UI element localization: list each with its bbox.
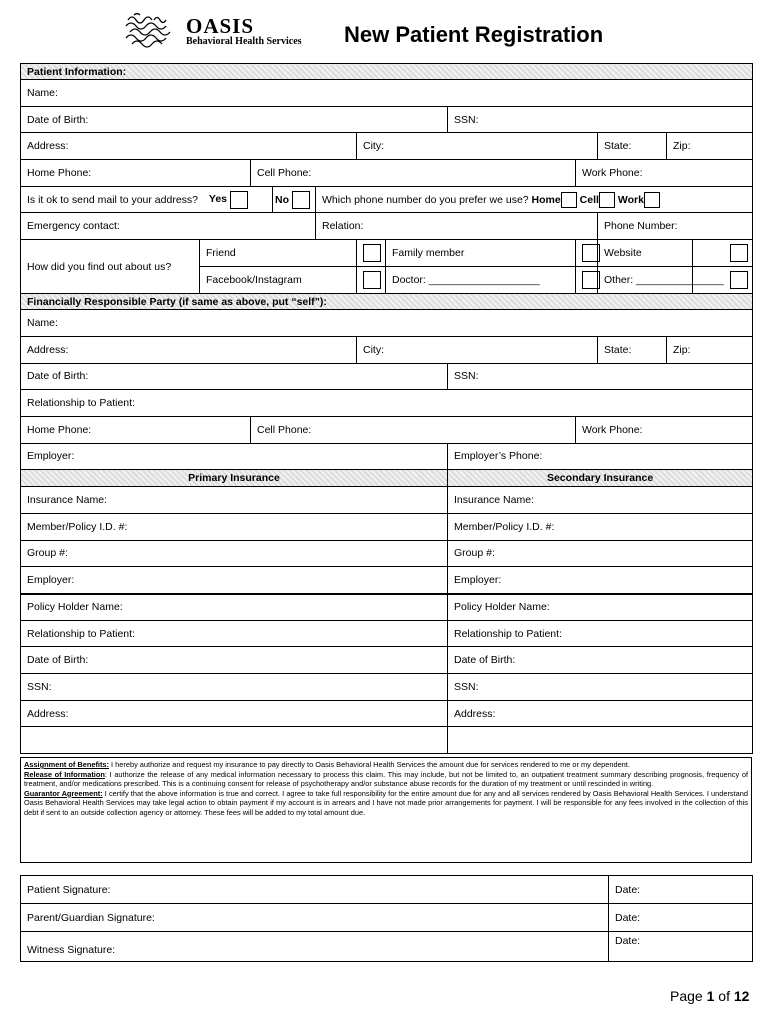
referral-doctor-checkbox[interactable] bbox=[582, 271, 600, 289]
phone-question-label: Which phone number do you prefer we use? bbox=[322, 193, 529, 206]
primary-relationship-field[interactable]: Relationship to Patient: bbox=[21, 620, 448, 647]
referral-website-cell bbox=[693, 240, 753, 267]
primary-address-line2[interactable] bbox=[21, 727, 448, 754]
mail-yes-label: Yes bbox=[208, 193, 228, 206]
mail-question bbox=[21, 186, 273, 213]
phone-work-label: Work bbox=[617, 193, 644, 206]
primary-insurance-name-field[interactable]: Insurance Name: bbox=[21, 487, 448, 514]
primary-dob-field[interactable]: Date of Birth: bbox=[21, 647, 448, 674]
primary-member-id-field[interactable]: Member/Policy I.D. #: bbox=[21, 513, 448, 540]
mail-yes-checkbox[interactable] bbox=[230, 191, 248, 209]
responsible-cell-phone-field[interactable]: Cell Phone: bbox=[251, 416, 576, 443]
referral-facebook-checkbox[interactable] bbox=[363, 271, 381, 289]
logo-name: OASIS bbox=[186, 13, 255, 38]
mail-no-cell bbox=[273, 186, 316, 213]
secondary-relationship-field[interactable]: Relationship to Patient: bbox=[448, 620, 753, 647]
responsible-home-phone-field[interactable]: Home Phone: bbox=[21, 416, 251, 443]
responsible-employer-phone-field[interactable]: Employer’s Phone: bbox=[448, 443, 753, 470]
oasis-logo bbox=[124, 12, 302, 50]
referral-friend-checkbox[interactable] bbox=[363, 244, 381, 262]
patient-home-phone-field[interactable]: Home Phone: bbox=[21, 160, 251, 187]
guardian-signature-field[interactable]: Parent/Guardian Signature: bbox=[21, 904, 609, 932]
mail-no-label: No bbox=[275, 193, 289, 206]
secondary-insurance-header: Secondary Insurance bbox=[448, 470, 753, 487]
secondary-address-field[interactable]: Address: bbox=[448, 700, 753, 727]
guarantor-text: I certify that the above information is true and correct. I agree to take full responsibility for the entire amount due for any and all services rendered by Oasis Behavioral Health Services. I understand Oasis Behavioral Health Services may take legal action to obtain payment if my account is in arrears and I have not made prior arrangements for payment. I will be responsible for any fees involved in the collection of this debt if sent to an outside collection agency or attorney. These fees will be added to my total amount due. bbox=[24, 788, 748, 817]
guarantor-label: Guarantor Agreement: bbox=[24, 788, 103, 798]
responsible-state-field[interactable]: State: bbox=[598, 336, 667, 363]
responsible-dob-field[interactable]: Date of Birth: bbox=[21, 363, 448, 390]
primary-holder-name-field[interactable]: Policy Holder Name: bbox=[21, 594, 448, 621]
responsible-relationship-field[interactable]: Relationship to Patient: bbox=[21, 390, 753, 417]
witness-signature-date[interactable]: Date: bbox=[609, 932, 753, 962]
primary-employer-field[interactable]: Employer: bbox=[21, 567, 448, 594]
referral-family-cell bbox=[576, 240, 598, 267]
secondary-insurance-name-field[interactable]: Insurance Name: bbox=[448, 487, 753, 514]
responsible-address-field[interactable]: Address: bbox=[21, 336, 357, 363]
referral-other-checkbox[interactable] bbox=[730, 271, 748, 289]
release-label: Release of Information bbox=[24, 769, 105, 779]
patient-zip-field[interactable]: Zip: bbox=[667, 133, 753, 160]
release-text: : I authorize the release of any medical information necessary to process this claim. This may include, but not be limited to, an outpatient treatment summary describing prognosis, frequency of treatment, and/or medications prescribed. This is a continuing consent for release of psychotherapy and/or substance abuse records for the duration of my treatment or until rescinded in writing. bbox=[24, 769, 748, 789]
patient-address-field[interactable]: Address: bbox=[21, 133, 357, 160]
secondary-ssn-field[interactable]: SSN: bbox=[448, 674, 753, 701]
primary-ssn-field[interactable]: SSN: bbox=[21, 674, 448, 701]
mail-question-label: Is it ok to send mail to your address? bbox=[27, 193, 198, 206]
phone-home-checkbox[interactable] bbox=[561, 192, 577, 208]
page-label: Page bbox=[670, 988, 703, 1004]
referral-other-field[interactable]: Other: _______________ bbox=[598, 267, 693, 294]
referral-doctor-field[interactable]: Doctor: ___________________ bbox=[386, 267, 576, 294]
phone-work-checkbox[interactable] bbox=[644, 192, 660, 208]
patient-ssn-field[interactable]: SSN: bbox=[448, 106, 753, 133]
responsible-name-field[interactable]: Name: bbox=[21, 310, 753, 337]
phone-home-label: Home bbox=[531, 193, 561, 206]
emergency-phone-field[interactable]: Phone Number: bbox=[598, 213, 753, 240]
primary-group-field[interactable]: Group #: bbox=[21, 540, 448, 567]
mail-no-checkbox[interactable] bbox=[292, 191, 310, 209]
primary-address-field[interactable]: Address: bbox=[21, 700, 448, 727]
referral-friend-label: Friend bbox=[200, 240, 357, 267]
legal-agreement bbox=[20, 757, 752, 863]
responsible-zip-field[interactable]: Zip: bbox=[667, 336, 753, 363]
guardian-signature-date[interactable]: Date: bbox=[609, 904, 753, 932]
page-number bbox=[670, 988, 749, 1004]
primary-insurance-header: Primary Insurance bbox=[21, 470, 448, 487]
registration-form bbox=[20, 63, 752, 754]
responsible-ssn-field[interactable]: SSN: bbox=[448, 363, 753, 390]
referral-family-label: Family member bbox=[386, 240, 576, 267]
secondary-dob-field[interactable]: Date of Birth: bbox=[448, 647, 753, 674]
responsible-section-header: Financially Responsible Party (if same as above, put “self”): bbox=[21, 294, 753, 310]
phone-cell-checkbox[interactable] bbox=[599, 192, 615, 208]
phone-preference bbox=[316, 186, 753, 213]
page-of: of bbox=[718, 988, 730, 1004]
witness-signature-field[interactable]: Witness Signature: bbox=[21, 932, 609, 962]
referral-doctor-cell bbox=[576, 267, 598, 294]
referral-question: How did you find out about us? bbox=[21, 240, 200, 294]
secondary-holder-name-field[interactable]: Policy Holder Name: bbox=[448, 594, 753, 621]
emergency-contact-field[interactable]: Emergency contact: bbox=[21, 213, 316, 240]
phone-cell-label: Cell bbox=[579, 193, 599, 206]
emergency-relation-field[interactable]: Relation: bbox=[316, 213, 598, 240]
patient-work-phone-field[interactable]: Work Phone: bbox=[576, 160, 753, 187]
page-title: New Patient Registration bbox=[344, 22, 604, 47]
referral-facebook-cell bbox=[357, 267, 386, 294]
logo-subtitle: Behavioral Health Services bbox=[186, 35, 302, 47]
wave-logo-icon bbox=[124, 12, 182, 50]
benefits-text: I hereby authorize and request my insurance to pay directly to Oasis Behavioral Health Services the amount due for services rendered to me or my dependent. bbox=[109, 760, 630, 769]
referral-website-label: Website bbox=[598, 240, 693, 267]
secondary-member-id-field[interactable]: Member/Policy I.D. #: bbox=[448, 513, 753, 540]
secondary-employer-field[interactable]: Employer: bbox=[448, 567, 753, 594]
referral-family-checkbox[interactable] bbox=[582, 244, 600, 262]
responsible-work-phone-field[interactable]: Work Phone: bbox=[576, 416, 753, 443]
referral-website-checkbox[interactable] bbox=[730, 244, 748, 262]
referral-facebook-label: Facebook/Instagram bbox=[200, 267, 357, 294]
referral-friend-cell bbox=[357, 240, 386, 267]
patient-city-field[interactable]: City: bbox=[357, 133, 598, 160]
patient-signature-field[interactable]: Patient Signature: bbox=[21, 876, 609, 904]
patient-name-field[interactable]: Name: bbox=[21, 80, 753, 107]
patient-section-header: Patient Information: bbox=[21, 64, 753, 80]
secondary-address-line2[interactable] bbox=[448, 727, 753, 754]
secondary-group-field[interactable]: Group #: bbox=[448, 540, 753, 567]
responsible-employer-field[interactable]: Employer: bbox=[21, 443, 448, 470]
patient-cell-phone-field[interactable]: Cell Phone: bbox=[251, 160, 576, 187]
benefits-label: Assignment of Benefits: bbox=[24, 760, 109, 769]
patient-dob-field[interactable]: Date of Birth: bbox=[21, 106, 448, 133]
page-header bbox=[0, 0, 770, 62]
patient-state-field[interactable]: State: bbox=[598, 133, 667, 160]
signature-block bbox=[20, 875, 752, 962]
page-total: 12 bbox=[733, 988, 750, 1004]
page-current: 1 bbox=[706, 988, 715, 1004]
responsible-city-field[interactable]: City: bbox=[357, 336, 598, 363]
patient-signature-date[interactable]: Date: bbox=[609, 876, 753, 904]
